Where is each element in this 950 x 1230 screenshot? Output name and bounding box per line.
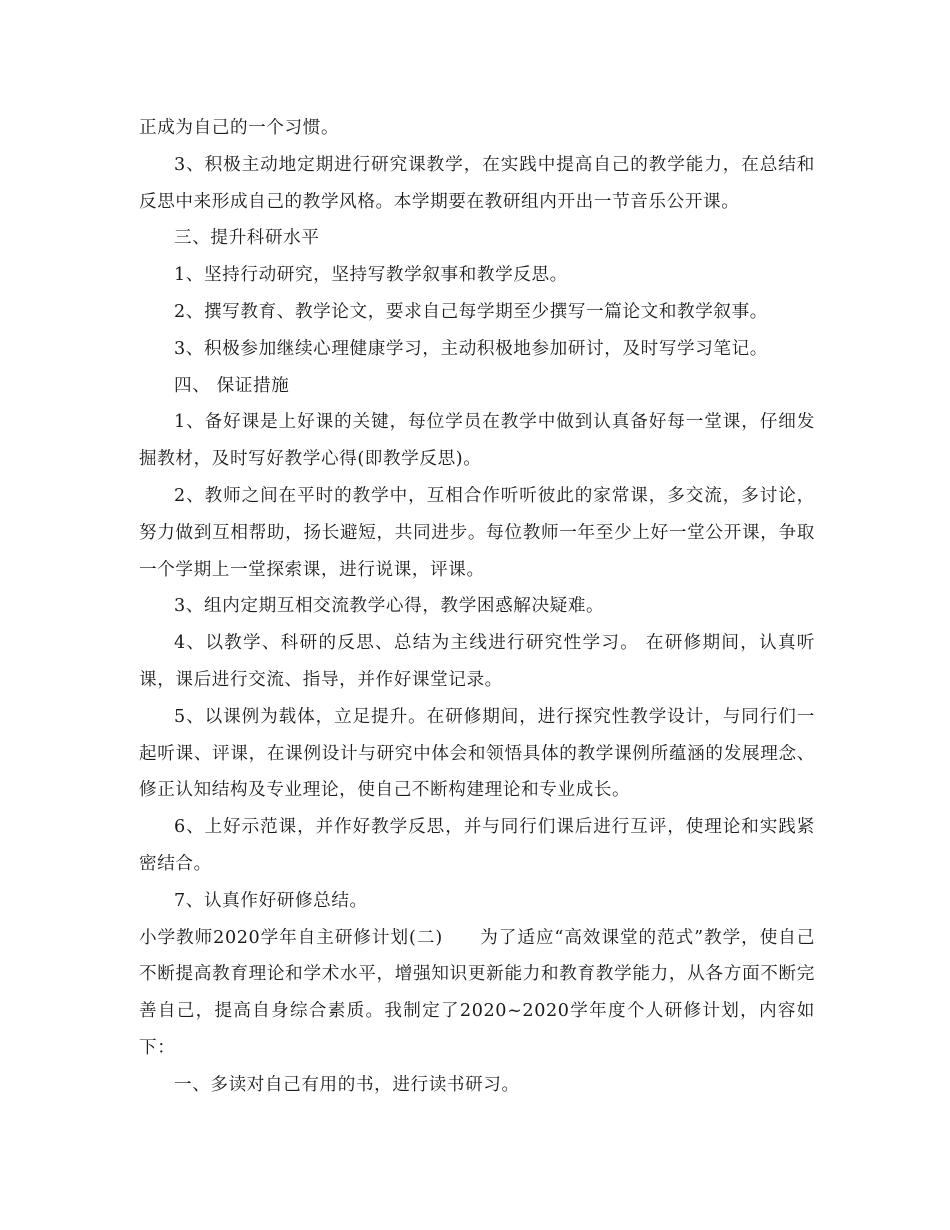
paragraph-12: 5、以课例为载体，立足提升。在研修期间，进行探究性教学设计，与同行们一起听课、评课，在课例设计与研究中体会和领悟具体的教学课例所蕴涵的发展理念、修正认知结构及专业理论，使自己不断构建理论和专业成长。 [139, 706, 815, 801]
paragraph-14: 7、认真作好研修总结。 [174, 890, 368, 911]
section-heading-4: 四、 保证措施 [174, 375, 290, 396]
paragraph-16: 一、多读对自己有用的书，进行读书研习。 [174, 1074, 520, 1095]
paragraph-5: 2、撰写教育、教学论文，要求自己每学期至少撰写一篇论文和教学叙事。 [174, 301, 768, 322]
paragraph-1: 正成为自己的一个习惯。 [139, 118, 340, 138]
paragraph-15: 小学教师2020学年自主研修计划(二) 为了适应“高效课堂的范式”教学，使自己不断提高教育理论和学术水平，增强知识更新能力和教育教学能力，从各方面不断完善自己，提高自身综合素质。我制定了2020~2020学年度个人研修计划，内容如下： [139, 927, 815, 1058]
document-body [139, 110, 815, 1104]
paragraph-8: 1、备好课是上好课的关键，每位学员在教学中做到认真备好每一堂课，仔细发掘教材，及时写好教学心得(即教学反思)。 [139, 412, 815, 470]
paragraph-11: 4、以教学、科研的反思、总结为主线进行研究性学习。 在研修期间，认真听课，课后进行交流、指导，并作好课堂记录。 [139, 633, 815, 690]
paragraph-2: 3、积极主动地定期进行研究课教学，在实践中提高自己的教学能力，在总结和反思中来形成自己的教学风格。本学期要在教研组内开出一节音乐公开课。 [139, 154, 815, 212]
paragraph-9: 2、教师之间在平时的教学中，互相合作听听彼此的家常课，多交流，多讨论，努力做到互相帮助，扬长避短，共同进步。每位教师一年至少上好一堂公开课，争取一个学期上一堂探索课，进行说课，评课。 [139, 485, 815, 580]
section-heading-3: 三、提升科研水平 [174, 228, 320, 249]
paragraph-10: 3、组内定期互相交流教学心得，教学困惑解决疑难。 [174, 596, 605, 617]
paragraph-13: 6、上好示范课，并作好教学反思，并与同行们课后进行互评，使理论和实践紧密结合。 [139, 817, 815, 874]
paragraph-4: 1、坚持行动研究，坚持写教学叙事和教学反思。 [174, 265, 568, 286]
paragraph-6: 3、积极参加继续心理健康学习，主动积极地参加研讨，及时写学习笔记。 [174, 338, 768, 359]
